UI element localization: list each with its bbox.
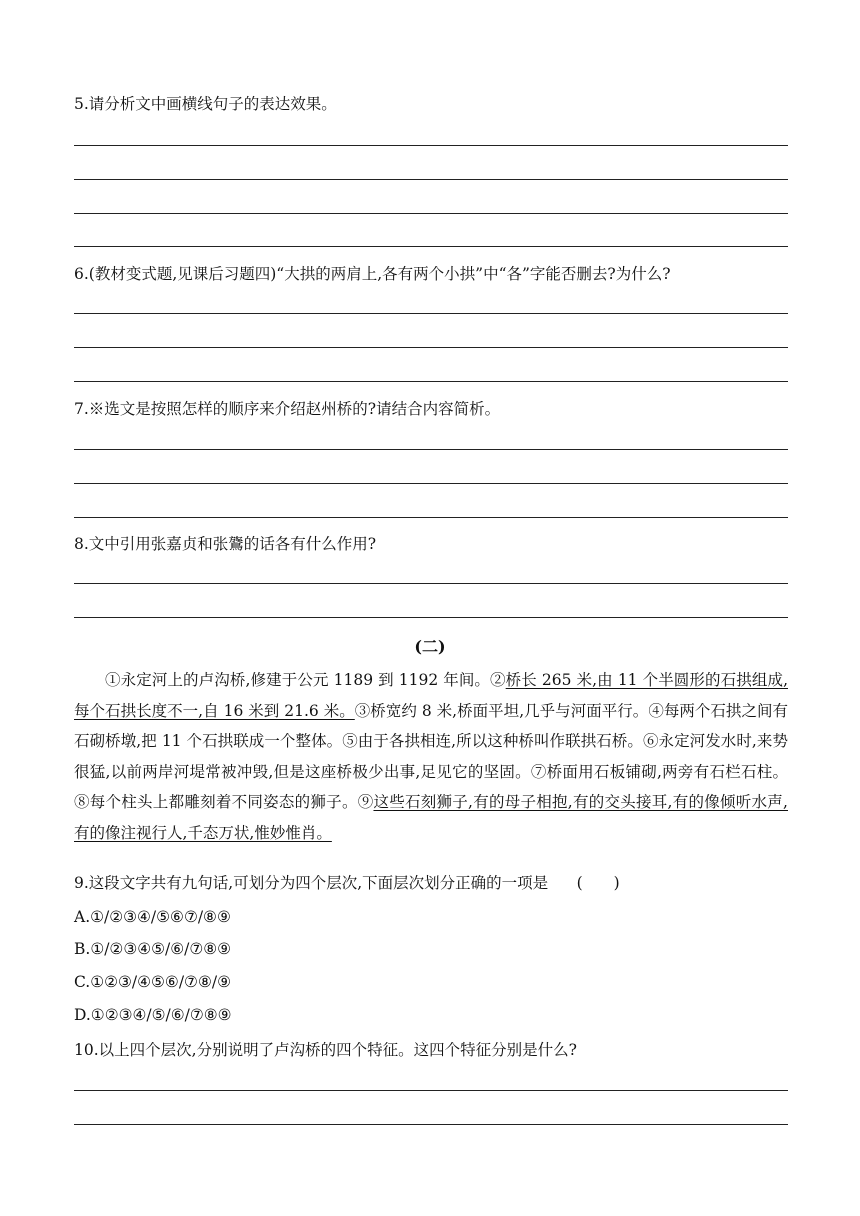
answer-line[interactable] bbox=[74, 381, 788, 382]
underlined-sentence-9: 这些石刻狮子,有的母子相抱,有的交头接耳,有的像倾听水声,有的像注视行人,千态万状,惟妙惟肖。 bbox=[74, 793, 788, 842]
option-b[interactable]: B.①/②③④⑤/⑥/⑦⑧⑨ bbox=[74, 940, 232, 958]
passage-sentence-1-2: ①永定河上的卢沟桥,修建于公元 1189 到 1192 年间。② bbox=[105, 671, 506, 689]
answer-line[interactable] bbox=[74, 617, 788, 618]
answer-line[interactable] bbox=[74, 313, 788, 314]
answer-line[interactable] bbox=[74, 347, 788, 348]
answer-line[interactable] bbox=[74, 213, 788, 214]
answer-line[interactable] bbox=[74, 145, 788, 146]
question-9 bbox=[74, 872, 628, 894]
question-9-text: 9.这段文字共有九句话,可划分为四个层次,下面层次划分正确的一项是 bbox=[74, 874, 549, 892]
answer-line[interactable] bbox=[74, 246, 788, 247]
answer-line[interactable] bbox=[74, 1124, 788, 1125]
passage-sentences-3-9: ③桥宽约 8 米,桥面平坦,几乎与河面平行。④每两个石拱之间有石砌桥墩,把 11 个石拱联成一个整体。⑤由于各拱相连,所以这种桥叫作联拱石桥。⑥永定河发水时,来势很猛,以前两岸河堤常被冲毁,但是这座桥极少出事,足见它的坚固。⑦桥面用石板铺砌,两旁有石栏石柱。⑧每个柱头上都雕刻着不同姿态的狮子。⑨ bbox=[74, 701, 788, 811]
answer-bracket[interactable]: ( ) bbox=[576, 874, 620, 892]
answer-line[interactable] bbox=[74, 583, 788, 584]
option-a[interactable]: A.①/②③④/⑤⑥⑦/⑧⑨ bbox=[74, 908, 231, 926]
question-8: 8.文中引用张嘉贞和张鷟的话各有什么作用? bbox=[74, 535, 377, 553]
answer-line[interactable] bbox=[74, 517, 788, 518]
question-5: 5.请分析文中画横线句子的表达效果。 bbox=[74, 95, 337, 113]
option-c[interactable]: C.①②③/④⑤⑥/⑦⑧/⑨ bbox=[74, 973, 231, 991]
underlined-sentence-2: 桥长 265 米,由 11 个半圆形的石拱组成,每个石拱长度不一,自 16 米到 21.6 米。 bbox=[74, 671, 788, 720]
answer-line[interactable] bbox=[74, 179, 788, 180]
answer-line[interactable] bbox=[74, 449, 788, 450]
question-6: 6.(教材变式题,见课后习题四)“大拱的两肩上,各有两个小拱”中“各”字能否删去?为什么? bbox=[74, 265, 671, 283]
answer-line[interactable] bbox=[74, 483, 788, 484]
reading-passage bbox=[74, 665, 788, 848]
section-title: (二) bbox=[414, 637, 446, 656]
option-d[interactable]: D.①②③④/⑤/⑥/⑦⑧⑨ bbox=[74, 1006, 232, 1024]
question-7: 7.※选文是按照怎样的顺序来介绍赵州桥的?请结合内容简析。 bbox=[74, 400, 501, 418]
answer-line[interactable] bbox=[74, 1090, 788, 1091]
question-10: 10.以上四个层次,分别说明了卢沟桥的四个特征。这四个特征分别是什么? bbox=[74, 1041, 577, 1059]
